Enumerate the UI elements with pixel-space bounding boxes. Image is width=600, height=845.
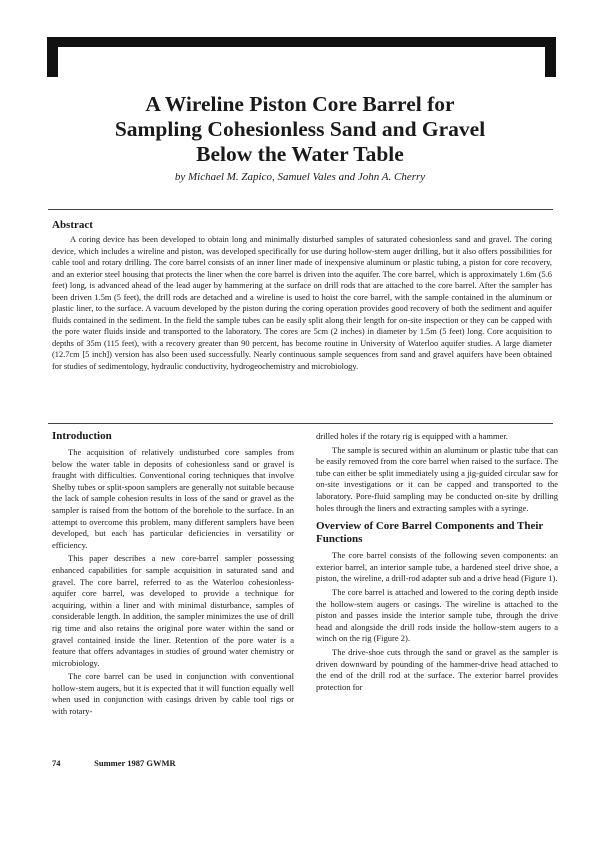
abstract-heading: Abstract: [52, 219, 93, 231]
right-paragraph-1: The sample is secured within an aluminum or plastic tube that can be easily removed from the core barrel when raised to the surface. The tube can either be split immediately using a jig-guided circular saw for on-site investigations or it can be capped and transported to the laboratory. Pore-fluid sampling may be conducted on-site by drilling holes through the liners and extracting samples with a syringe.: [316, 444, 558, 513]
header-bracket-right: [545, 37, 556, 77]
overview-paragraph-1: The core barrel consists of the following seven components: an exterior barrel, an interior sample tube, a hardened steel drive shoe, a piston, the wireline, a drill-rod adapter sub and a drive head (Figure 1).: [316, 550, 558, 584]
page-footer: [52, 758, 176, 768]
introduction-heading: Introduction: [52, 430, 112, 442]
header-bracket-top: [47, 37, 556, 47]
page-number: 74: [52, 758, 61, 768]
title-line-2: Sampling Cohesionless Sand and Gravel: [114, 117, 486, 141]
title-line-1: A Wireline Piston Core Barrel for: [145, 92, 455, 116]
intro-paragraph-2: This paper describes a new core-barrel sampler possessing enhanced capabilities for sample acquisition in saturated sand and gravel. The core barrel, referred to as the Waterloo cohesionless-aquifer core barrel, was developed to provide a technique for acquiring, within a liner and with minimal disturbance, samples of considerable length. In addition, the sampler minimizes the use of drill rig time and also retains the original pore water within the sand or gravel contained inside the liner. Retention of the pore water is a feature that offers advantages in studies of ground water chemistry or microbiology.: [52, 553, 294, 668]
right-column: [316, 431, 558, 695]
intro-paragraph-3: The core barrel can be used in conjunction with conventional hollow-stem augers, but it is expected that it will function equally well when used in conjunction with casings driven by cable tool rigs or with rotary-: [52, 671, 294, 717]
header-bracket-left: [47, 37, 58, 77]
byline: by Michael M. Zapico, Samuel Vales and John A. Cherry: [174, 171, 426, 183]
article-title: [50, 92, 550, 167]
abstract-top-rule: [48, 209, 553, 210]
title-line-3: Below the Water Table: [196, 142, 404, 166]
abstract-bottom-rule: [48, 423, 553, 424]
journal-issue: Summer 1987 GWMR: [94, 758, 176, 768]
overview-paragraph-2: The core barrel is attached and lowered to the coring depth inside the hollow-stem augers or casings. The wireline is attached to the piston and passes inside the interior sample tube, through the drive head and alongside the drill rods inside the hollow-stem augers to a winch on the rig (Figure 2).: [316, 586, 558, 644]
overview-heading: Overview of Core Barrel Components and Their Functions: [316, 520, 544, 546]
intro-paragraph-1: The acquisition of relatively undisturbed core samples from below the water table in deposits of cohesionless sand or gravel is fraught with difficulties. Conventional coring techniques that involve Shelby tubes or split-spoon samplers are generally not suitable because the lack of sample cohesion results in loss of the sand or gravel as the sampler is raised from the bottom of the borehole to the surface. In an attempt to overcome this problem, many different samplers have been developed, but each has particular deficiencies in versatility or efficiency.: [52, 447, 294, 550]
left-column: [52, 430, 294, 720]
abstract-text: A coring device has been developed to obtain long and minimally disturbed samples of saturated cohesionless sand and gravel. The coring device, which includes a wireline and piston, was developed specifically for use during hollow-stem auger drilling, but it also offers possibilities for cable tool and rotary drilling. The core barrel consists of an inner liner made of inexpensive aluminum or plastic tubing, a piston for core recovery, and an exterior steel housing that protects the liner when the core barrel is driven into the aquifer. The core barrel, which is approximately 1.6m (5.6 feet) long, is advanced ahead of the lead auger by hammering at the surface on drill rods that are attached to the core barrel. After the sampler has been driven 1.5m (5 feet), the drill rods are detached and a wireline is used to hoist the core barrel, with the sample contained in the aluminum or plastic liner, to the surface. A vacuum developed by the piston during the coring operation provides good recovery of both the sediment and aquifer fluids contained in the sediment. In the field the sample tubes can be easily split along their length for on-site inspection or they can be capped with the pore water fluids inside and transported to the laboratory. The cores are 5cm (2 inches) in diameter by 1.5m (5 feet) long. Core acquisition to depths of 35m (115 feet), with a recovery greater than 90 percent, has become routine in University of Waterloo aquifer studies. A large diameter (12.7cm [5 inch]) version has also been used successfully. Nearly continuous sample sequences from sand and gravel aquifers have been obtained for studies of sedimentology, hydraulic conductivity, hydrogeochemistry and microbiology.: [52, 235, 552, 372]
right-continuation: drilled holes if the rotary rig is equipped with a hammer.: [316, 431, 508, 441]
abstract-body: [52, 234, 552, 373]
overview-paragraph-3: The drive-shoe cuts through the sand or gravel as the sampler is driven downward by pounding of the hammer-drive head attached to the end of the drill rod at the surface. The exterior barrel provides protection for: [316, 646, 558, 692]
